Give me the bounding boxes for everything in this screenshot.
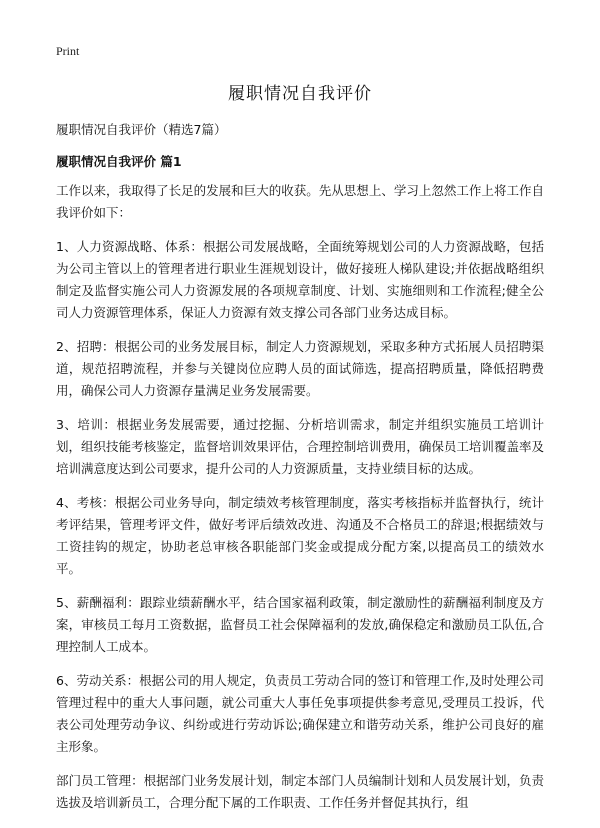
paragraph-labor-relations: 6、劳动关系：根据公司的用人规定，负责员工劳动合同的签订和管理工作,及时处理公司管理过程中的重大人事问题，就公司重大人事任免事项提供参考意见,受理员工投诉，代表公司处理劳动争议、纠纷或进行劳动诉讼;确保建立和谐劳动关系，维护公司良好的雇主形象。 <box>56 673 544 754</box>
page-title: 履职情况自我评价 <box>228 84 372 104</box>
paragraph-recruitment: 2、招聘：根据公司的业务发展目标，制定人力资源规划，采取多种方式拓展人员招聘渠道，规范招聘流程，并参与关键岗位应聘人员的面试筛选，提高招聘质量，降低招聘费用，确保公司人力资源存量满足业务发展需要。 <box>56 339 544 398</box>
paragraph-assessment: 4、考核：根据公司业务导向，制定绩效考核管理制度，落实考核指标并监督执行，统计考评结果，管理考评文件，做好考评后绩效改进、沟通及不合格员工的辞退;根据绩效与工资挂钩的规定，协助老总审核各职能部门奖金或提成分配方案,以提高员工的绩效水平。 <box>56 495 544 576</box>
paragraph-compensation: 5、薪酬福利：跟踪业绩薪酬水平，结合国家福利政策，制定激励性的薪酬福利制度及方案，审核员工每月工资数据，监督员工社会保障福利的发放,确保稳定和激励员工队伍,合理控制人工成本。 <box>56 595 544 654</box>
document-body <box>56 180 544 826</box>
paragraph-intro: 工作以来，我取得了长足的发展和巨大的收获。先从思想上、学习上忽然工作上将工作自我评价如下： <box>56 183 544 220</box>
paragraph-staff-management: 部门员工管理：根据部门业务发展计划，制定本部门人员编制计划和人员发展计划，负责选拔及培训新员工，合理分配下属的工作职责、工作任务并督促其执行，组 <box>56 773 544 810</box>
print-link[interactable]: Print <box>56 44 80 58</box>
paragraph-hr-strategy: 1、人力资源战略、体系：根据公司发展战略，全面统筹规划公司的人力资源战略，包括为公司主管以上的管理者进行职业生涯规划设计，做好接班人梯队建设;并依据战略组织制定及监督实施公司人力资源发展的各项规章制度、计划、实施细则和工作流程;健全公司人力资源管理体系，保证人力资源有效支撑公司各部门业务达成目标。 <box>56 239 544 320</box>
section-heading: 履职情况自我评价 篇1 <box>56 154 182 169</box>
document-subtitle: 履职情况自我评价（精选7篇） <box>56 122 227 137</box>
paragraph-training: 3、培训：根据业务发展需要，通过挖掘、分析培训需求，制定并组织实施员工培训计划，组织技能考核鉴定，监督培训效果评估，合理控制培训费用，确保员工培训覆盖率及培训满意度达到公司要求，提升公司的人力资源质量，支持业绩目标的达成。 <box>56 417 544 476</box>
